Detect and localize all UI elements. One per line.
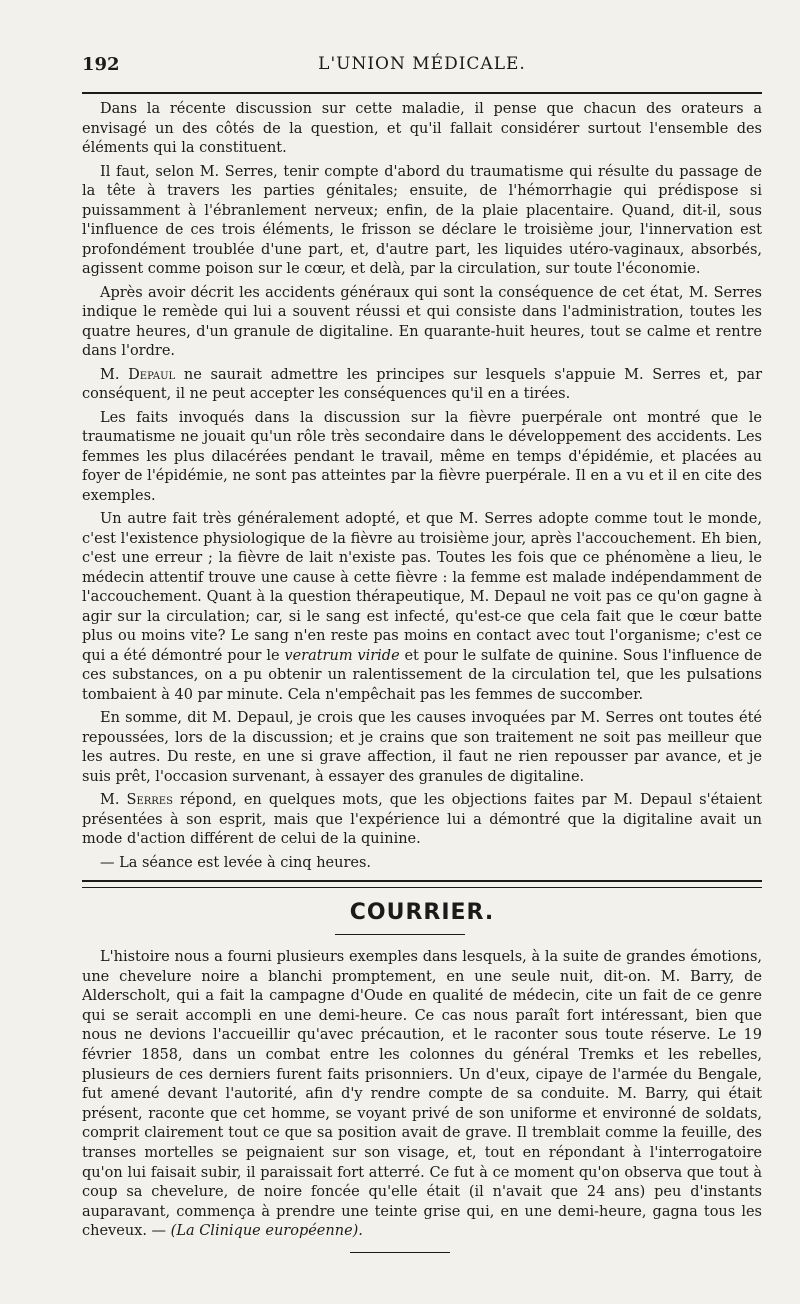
speaker-name: M. Depaul xyxy=(100,366,176,383)
header-rule xyxy=(82,92,762,94)
italic-term: veratrum viride xyxy=(284,647,400,664)
paragraph xyxy=(82,366,762,405)
paragraph: En somme, dit M. Depaul, je crois que les causes invoquées par M. Serres ont toutes été repoussées, lors de la discussion; et je crains que son traitement ne soit pas meilleur que les autres. Du reste, en une si grave affection, il faut ne rien repousser par avance, et je suis prêt, l'occasion survenant, à essayer des granules de digitaline. xyxy=(82,710,762,785)
paragraph-text: et pour le sulfate de quinine. Sous l'influence de ces substances, on a pu obtenir un ralentissement de la circulation tel, que les pulsations tombaient à 40 par minute. Cela n'empêchait pas les femmes de succomber. xyxy=(82,647,762,703)
paragraph-text: répond, en quelques mots, que les objections faites par M. Depaul s'étaient présentées à son esprit, mais que l'expérience lui a démontré que la digitaline avait un mode d'action différent de celui de la quinine. xyxy=(82,792,763,847)
paragraph xyxy=(82,510,762,705)
speaker-name: M. Serres xyxy=(100,792,173,808)
page-number: 192 xyxy=(82,54,120,75)
paragraph xyxy=(82,791,762,850)
paragraph: Il faut, selon M. Serres, tenir compte d'abord du traumatisme qui résulte du passage de la tête à travers les parties génitales; ensuite, de l'hémorrhagie qui prédispose si puissamment à l'ébranlement nerveux; enfin, de la plaie placentaire. Quand, dit-il, sous l'influence de ces trois éléments, le frisson se déclare le troisième jour, l'innervation est profondément troublée d'une part, et, d'autre part, les liquides utéro-vaginaux, absorbés, agissent comme poison sur le cœur, et delà, par la circulation, sur toute l'économie. xyxy=(82,163,762,277)
paragraph xyxy=(82,948,762,1242)
paragraph: Dans la récente discussion sur cette maladie, il pense que chacun des orateurs a envisagé un des côtés de la question, et qu'il fallait considérer surtout l'ensemble des éléments qui la constituent. xyxy=(82,101,762,156)
paragraph: Après avoir décrit les accidents généraux qui sont la conséquence de cet état, M. Serres indique le remède qui lui a souvent réussi et qui consiste dans l'administration, toutes les quatre heures, d'un granule de digitaline. En quarante-huit heures, tout se calme et rentre dans l'ordre. xyxy=(82,284,762,359)
paragraph-text: L'histoire nous a fourni plusieurs exemples dans lesquels, à la suite de grandes émotions, une chevelure noire a blanchi promptement, en une seule nuit, dit-on. M. Barry, de Alderscholt, qui a fait la campagne d'Oude en qualité de médecin, cite un fait de ce genre qui se serait accompli en une demi-heure. Ce cas nous paraît fort intéressant, bien que nous ne devions l'accueillir qu'avec précaution, et le raconter sous toute réserve. Le 19 février 1858, dans un combat entre les colonnes du général Tremks et les rebelles, plusieurs de ces derniers furent faits prisonniers. Un d'eux, cipaye de l'armée du Bengale, fut amené devant l'autorité, afin d'y rendre compte de sa conduite. M. Barry, qui était présent, raconte que cet homme, se voyant privé de son uniforme et environné de soldats, comprit clairement tout ce que sa position avait de grave. Il tremblait comme la feuille, des transes mortelles se peignaient sur son visage, et, tout en répondant à l'interrogatoire qu'on lui faisait subir, il paraissait fort atterré. Ce fut à ce moment qu'on observa que tout à coup sa chevelure, de noire foncée qu'elle était (il n'avait que 24 ans) peu d'instants auparavant, commença à prendre une teinte grise qui, en une demi-heure, gagna tous les cheveux. — xyxy=(82,949,762,1240)
end-rule xyxy=(350,1252,450,1253)
source-citation: (La Clinique européenne). xyxy=(170,1223,363,1240)
section-title: COURRIER. xyxy=(349,900,495,925)
session-closing: — La séance est levée à cinq heures. xyxy=(100,854,372,871)
title-underline xyxy=(335,934,465,935)
paragraph-text: Un autre fait très généralement adopté, et que M. Serres adopte comme tout le monde, c'est l'existence physiologique de la fièvre au troisième jour, après l'accouchement. Eh bien, c'est une erreur ; la fièvre de lait n'existe pas. Toutes les fois que ce phénomène a lieu, le médecin attentif trouve une cause à cette fièvre : la femme est malade indépendamment de l'accouchement. Quant à la question thérapeutique, M. Depaul ne voit pas ce qu'on gagne à agir sur la circulation; car, si le sang est infecté, qu'est-ce que cela fait que le cœur batte plus ou moins vite? Le sang n'en reste pas moins en contact avec tout l'organisme; c'est ce qui a été démontré pour le xyxy=(82,511,762,664)
running-title: L'UNION MÉDICALE. xyxy=(318,54,526,74)
paragraph-text: ne saurait admettre les principes sur lesquels s'appuie M. Serres et, par conséquent, il ne peut accepter les conséquences qu'il en a tirées. xyxy=(82,366,763,402)
article-body xyxy=(82,100,762,877)
section-divider xyxy=(82,880,762,888)
courrier-body xyxy=(82,948,762,1242)
page-header xyxy=(82,54,762,84)
paragraph: Les faits invoqués dans la discussion sur la fièvre puerpérale ont montré que le traumatisme ne jouait qu'un rôle très secondaire dans le développement des accidents. Les femmes les plus dilacérées pendant le travail, même en temps d'épidémie, et placées au foyer de l'épidémie, ne sont pas atteintes par la fièvre puerpérale. Il en a vu et il en cite des exemples. xyxy=(82,409,762,504)
